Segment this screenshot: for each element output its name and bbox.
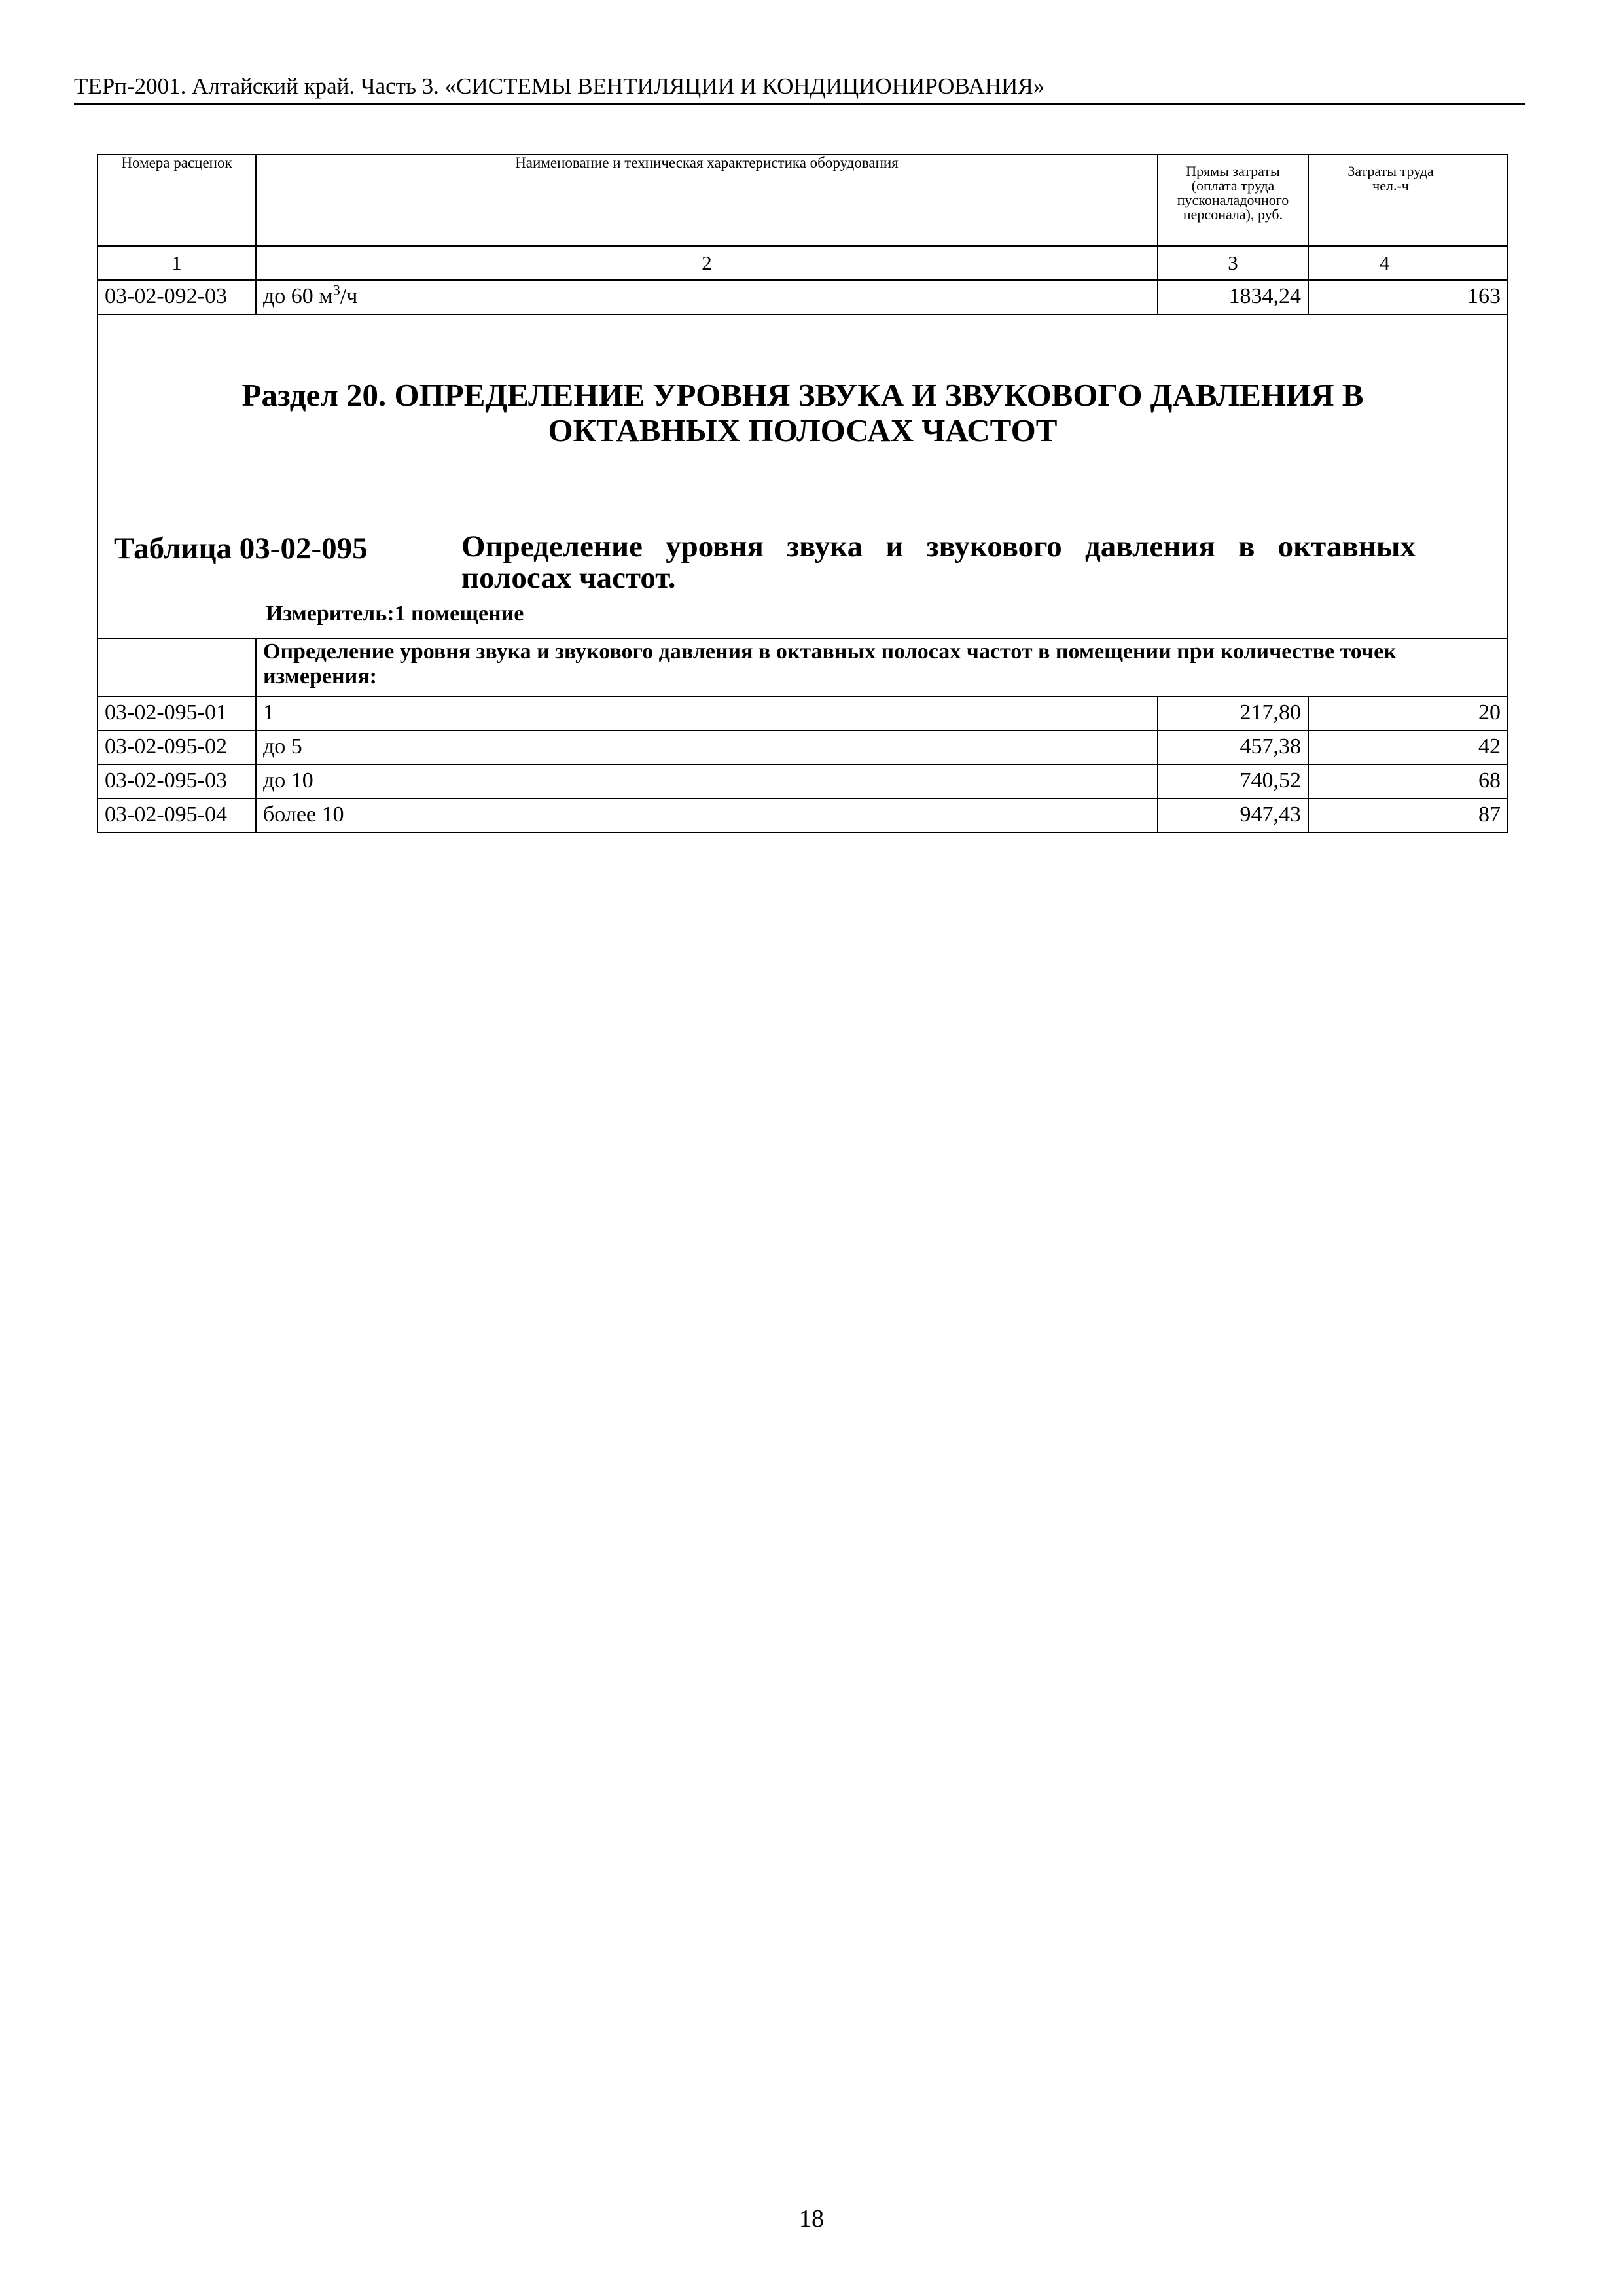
column-header-codes: Номера расценок — [98, 154, 256, 246]
rates-table — [97, 154, 1508, 833]
column-number-row — [98, 246, 1508, 280]
rate-cost: 1834,24 — [1158, 280, 1308, 314]
rate-cost: 217,80 — [1158, 696, 1308, 730]
rate-name: 1 — [256, 696, 1158, 730]
rate-name: до 5 — [256, 730, 1158, 764]
group-row — [98, 639, 1508, 696]
table-row — [98, 764, 1508, 798]
running-header: ТЕРп-2001. Алтайский край. Часть 3. «СИСТЕМЫ ВЕНТИЛЯЦИИ И КОНДИЦИОНИРОВАНИЯ» — [74, 72, 1525, 105]
rate-labor: 20 — [1308, 696, 1508, 730]
table-row — [98, 280, 1508, 314]
measure-unit: Измеритель:1 помещение — [266, 601, 524, 626]
column-header-cost: Прямы затраты (оплата труда пусконаладочного персонала), руб. — [1158, 154, 1308, 246]
column-header-labor — [1308, 154, 1508, 246]
column-number: 3 — [1158, 246, 1308, 280]
rate-labor: 68 — [1308, 764, 1508, 798]
rate-code: 03-02-092-03 — [98, 280, 256, 314]
rate-code: 03-02-095-04 — [98, 798, 256, 833]
rate-name: более 10 — [256, 798, 1158, 833]
table-row — [98, 696, 1508, 730]
column-header-name: Наименование и техническая характеристика оборудования — [256, 154, 1158, 246]
table-row — [98, 798, 1508, 833]
column-number: 1 — [98, 246, 256, 280]
rate-name: до 10 — [256, 764, 1158, 798]
rate-name-superscript: 3 — [332, 281, 340, 298]
rate-labor: 163 — [1308, 280, 1508, 314]
section-title: Раздел 20. ОПРЕДЕЛЕНИЕ УРОВНЯ ЗВУКА И ЗВУКОВОГО ДАВЛЕНИЯ В ОКТАВНЫХ ПОЛОСАХ ЧАСТОТ — [241, 377, 1364, 448]
rate-cost: 457,38 — [1158, 730, 1308, 764]
page-number: 18 — [799, 2205, 824, 2233]
column-header-labor-text: Затраты труда чел.-ч — [1347, 163, 1434, 194]
rate-labor: 42 — [1308, 730, 1508, 764]
rate-code: 03-02-095-01 — [98, 696, 256, 730]
rate-labor: 87 — [1308, 798, 1508, 833]
table-caption: Определение уровня звука и звукового давления в октавных полосах частот. — [461, 529, 1416, 595]
column-number: 4 — [1308, 246, 1508, 280]
column-number: 2 — [256, 246, 1158, 280]
table-header-row — [98, 154, 1508, 246]
group-empty-cell — [98, 639, 256, 696]
rate-cost: 947,43 — [1158, 798, 1308, 833]
section-row — [98, 314, 1508, 639]
section-cell — [98, 314, 1508, 639]
rate-name — [256, 280, 1158, 314]
rate-code: 03-02-095-02 — [98, 730, 256, 764]
rate-code: 03-02-095-03 — [98, 764, 256, 798]
group-title: Определение уровня звука и звукового давления в октавных полосах частот в помещении при количестве точек измерения: — [256, 639, 1508, 696]
table-label: Таблица 03-02-095 — [114, 531, 368, 565]
rate-name-prefix: до 60 м — [263, 284, 333, 308]
table-row — [98, 730, 1508, 764]
rate-name-suffix: /ч — [340, 284, 358, 308]
rate-cost: 740,52 — [1158, 764, 1308, 798]
